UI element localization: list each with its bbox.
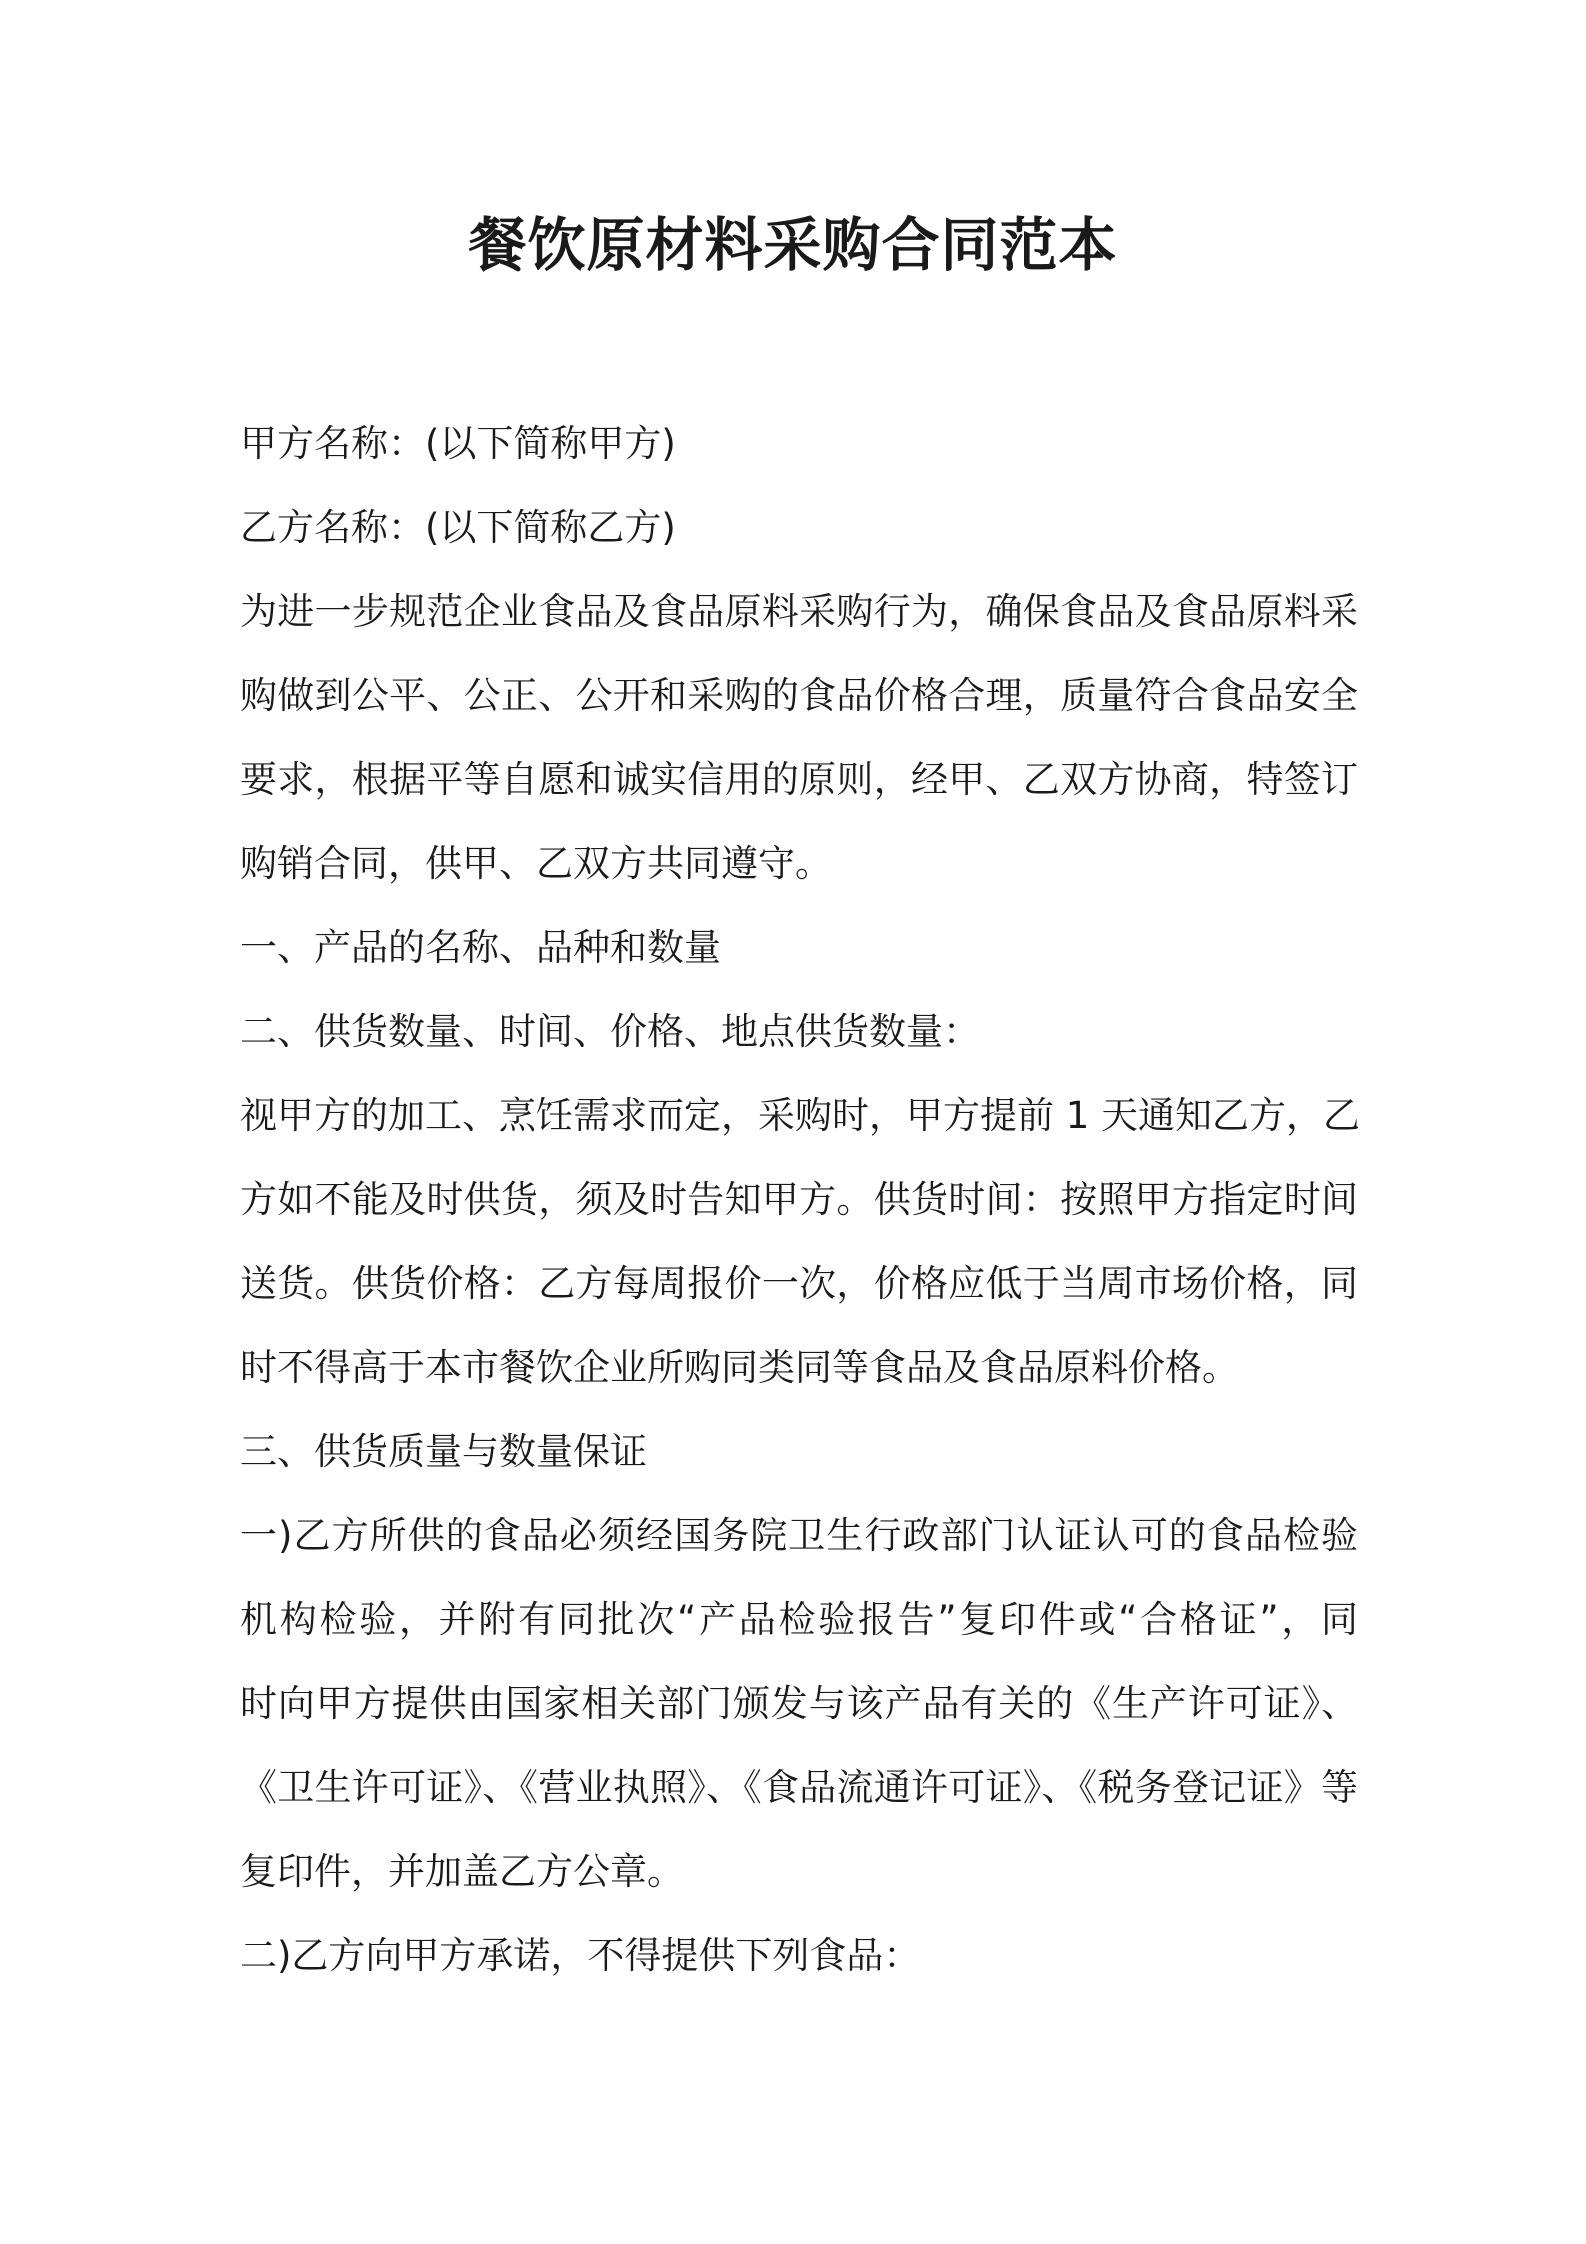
document-body bbox=[240, 402, 1361, 1998]
section-heading: 二、供货数量、时间、价格、地点供货数量： bbox=[240, 1010, 980, 1053]
section-heading: 三、供货质量与数量保证 bbox=[240, 1430, 647, 1473]
preamble-line: 为进一步规范企业食品及食品原料采购行为，确保食品及食品原料采 bbox=[240, 590, 1358, 633]
paragraph-line: 一)乙方所供的食品必须经国务院卫生行政部门认证认可的食品检验 bbox=[240, 1514, 1358, 1557]
preamble-line: 购做到公平、公正、公开和采购的食品价格合理，质量符合食品安全 bbox=[240, 674, 1358, 717]
party-b-name-line: 乙方名称：(以下简称乙方) bbox=[240, 506, 676, 549]
paragraph-line: 视甲方的加工、烹饪需求而定，采购时，甲方提前 1 天通知乙方，乙 bbox=[240, 1094, 1361, 1137]
preamble-line: 购销合同，供甲、乙双方共同遵守。 bbox=[240, 842, 832, 885]
paragraph-line: 方如不能及时供货，须及时告知甲方。供货时间：按照甲方指定时间 bbox=[240, 1178, 1358, 1221]
paragraph-line: 二)乙方向甲方承诺，不得提供下列食品： bbox=[240, 1934, 921, 1977]
preamble-line: 要求，根据平等自愿和诚实信用的原则，经甲、乙双方协商，特签订 bbox=[240, 758, 1358, 801]
section-heading: 一、产品的名称、品种和数量 bbox=[240, 926, 721, 969]
paragraph-line: 时向甲方提供由国家相关部门颁发与该产品有关的《生产许可证》、 bbox=[240, 1682, 1358, 1725]
paragraph-line: 复印件，并加盖乙方公章。 bbox=[240, 1850, 684, 1893]
paragraph-line: 机构检验，并附有同批次“产品检验报告”复印件或“合格证”，同 bbox=[240, 1598, 1358, 1641]
paragraph-line: 送货。供货价格：乙方每周报价一次，价格应低于当周市场价格，同 bbox=[240, 1262, 1358, 1305]
document-title: 餐饮原材料采购合同范本 bbox=[468, 211, 1118, 279]
party-a-name-line: 甲方名称：(以下简称甲方) bbox=[240, 422, 676, 465]
paragraph-line: 时不得高于本市餐饮企业所购同类同等食品及食品原料价格。 bbox=[240, 1346, 1239, 1389]
paragraph-line: 《卫生许可证》、《营业执照》、《食品流通许可证》、《税务登记证》等 bbox=[240, 1766, 1358, 1809]
